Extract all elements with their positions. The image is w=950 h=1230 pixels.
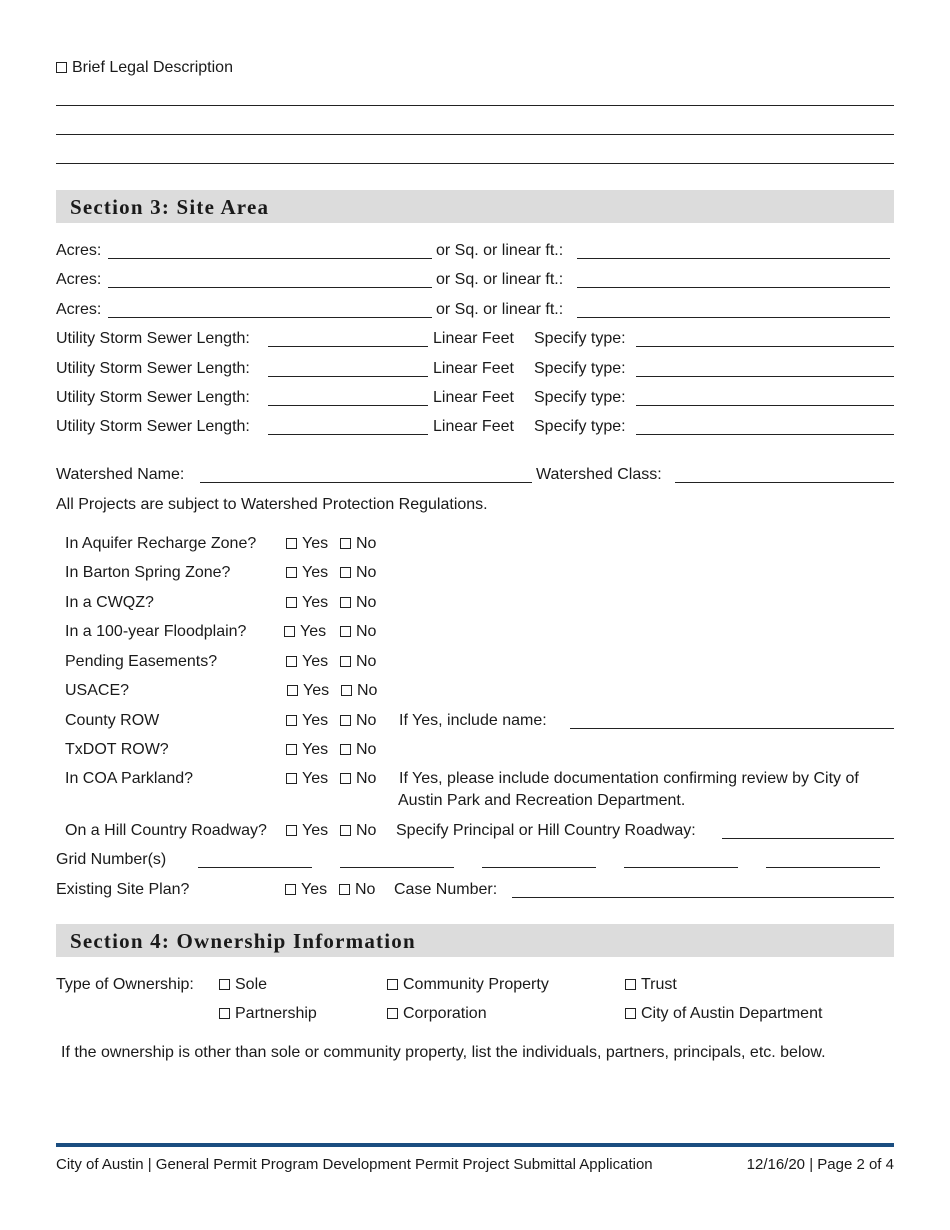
- grid-number-field[interactable]: [766, 851, 880, 868]
- yes-option[interactable]: Yes: [286, 653, 328, 671]
- question-barton: [56, 564, 894, 584]
- no-checkbox[interactable]: [340, 773, 351, 784]
- no-option[interactable]: No: [340, 535, 376, 553]
- yes-option[interactable]: Yes: [284, 623, 326, 641]
- grid-number-field[interactable]: [624, 851, 738, 868]
- county-row-name-field[interactable]: [570, 712, 894, 729]
- specify-type-field[interactable]: [636, 418, 894, 435]
- no-option[interactable]: No: [340, 741, 376, 759]
- storm-sewer-label: Utility Storm Sewer Length:: [56, 360, 250, 377]
- storm-sewer-label: Utility Storm Sewer Length:: [56, 389, 250, 406]
- storm-sewer-row: [56, 330, 894, 350]
- question-label: In Aquifer Recharge Zone?: [65, 535, 257, 552]
- yes-checkbox[interactable]: [286, 773, 297, 784]
- acres-label: Acres:: [56, 301, 102, 318]
- specify-type-label: Specify type:: [534, 330, 626, 347]
- ownership-sole[interactable]: Sole: [219, 976, 267, 994]
- yes-option[interactable]: Yes: [286, 564, 328, 582]
- ownership-row-1: [56, 976, 894, 996]
- no-checkbox[interactable]: [340, 656, 351, 667]
- sq-ft-field[interactable]: [577, 271, 890, 288]
- question-label: In Barton Spring Zone?: [65, 564, 231, 581]
- acres-field[interactable]: [108, 242, 432, 259]
- acres-field[interactable]: [108, 301, 432, 318]
- ownership-community-property[interactable]: Community Property: [387, 976, 549, 994]
- section-4-header: [56, 924, 894, 957]
- specify-type-field[interactable]: [636, 360, 894, 377]
- watershed-name-field[interactable]: [200, 466, 532, 483]
- watershed-name-label: Watershed Name:: [56, 466, 185, 483]
- regulations-note: All Projects are subject to Watershed Protection Regulations.: [56, 496, 488, 513]
- yes-option[interactable]: Yes: [286, 535, 328, 553]
- specify-type-field[interactable]: [636, 330, 894, 347]
- specify-type-label: Specify type:: [534, 360, 626, 377]
- question-parkland: [56, 770, 894, 814]
- ownership-partnership[interactable]: Partnership: [219, 1005, 317, 1023]
- no-option[interactable]: No: [340, 822, 376, 840]
- yes-option[interactable]: Yes: [286, 594, 328, 612]
- sq-ft-field[interactable]: [577, 242, 890, 259]
- case-number-field[interactable]: [512, 881, 894, 898]
- grid-number-field[interactable]: [482, 851, 596, 868]
- no-checkbox[interactable]: [340, 744, 351, 755]
- no-option[interactable]: No: [340, 564, 376, 582]
- ownership-note: If the ownership is other than sole or community property, list the individuals, partners, principals, etc. below.: [61, 1044, 826, 1061]
- question-label: Pending Easements?: [65, 653, 218, 670]
- no-checkbox[interactable]: [340, 597, 351, 608]
- no-checkbox[interactable]: [340, 567, 351, 578]
- question-txdot-row: [56, 741, 894, 761]
- storm-sewer-length-field[interactable]: [268, 418, 428, 435]
- grid-number-row: [56, 851, 894, 871]
- storm-sewer-row: [56, 360, 894, 380]
- storm-sewer-length-field[interactable]: [268, 330, 428, 347]
- hill-country-note: Specify Principal or Hill Country Roadway:: [396, 822, 696, 839]
- legal-line-2[interactable]: [56, 134, 894, 135]
- legal-line-3[interactable]: [56, 163, 894, 164]
- parkland-note-line-1: If Yes, please include documentation confirming review by City of: [399, 770, 859, 787]
- acres-field[interactable]: [108, 271, 432, 288]
- question-label: TxDOT ROW?: [65, 741, 169, 758]
- grid-number-label: Grid Number(s): [56, 851, 167, 868]
- yes-checkbox[interactable]: [285, 884, 296, 895]
- partnership-checkbox[interactable]: [219, 1008, 230, 1019]
- legal-line-1[interactable]: [56, 105, 894, 106]
- storm-sewer-length-field[interactable]: [268, 360, 428, 377]
- footer-divider: [56, 1143, 894, 1147]
- legal-description-label: Brief Legal Description: [72, 59, 233, 76]
- question-label: In COA Parkland?: [65, 770, 194, 787]
- question-label: County ROW: [65, 712, 160, 729]
- city-dept-checkbox[interactable]: [625, 1008, 636, 1019]
- specify-type-label: Specify type:: [534, 418, 626, 435]
- specify-type-field[interactable]: [636, 389, 894, 406]
- case-number-label: Case Number:: [394, 881, 498, 898]
- brief-legal-description: [56, 59, 233, 77]
- no-checkbox[interactable]: [340, 538, 351, 549]
- no-option[interactable]: No: [339, 881, 375, 899]
- yes-checkbox[interactable]: [287, 685, 298, 696]
- section-3-title: Section 3: Site Area: [70, 195, 270, 219]
- acres-row: [56, 242, 894, 262]
- question-aquifer: [56, 535, 894, 555]
- trust-checkbox[interactable]: [625, 979, 636, 990]
- linear-feet-label: Linear Feet: [433, 330, 514, 347]
- yes-checkbox[interactable]: [286, 656, 297, 667]
- ownership-trust[interactable]: Trust: [625, 976, 677, 994]
- no-checkbox[interactable]: [341, 685, 352, 696]
- corporation-checkbox[interactable]: [387, 1008, 398, 1019]
- storm-sewer-label: Utility Storm Sewer Length:: [56, 418, 250, 435]
- section-3-header: [56, 190, 894, 223]
- linear-feet-label: Linear Feet: [433, 389, 514, 406]
- county-row-note: If Yes, include name:: [399, 712, 547, 729]
- acres-row: [56, 301, 894, 321]
- ownership-corporation[interactable]: Corporation: [387, 1005, 487, 1023]
- yes-checkbox[interactable]: [286, 567, 297, 578]
- footer-page-info: 12/16/20 | Page 2 of 4: [746, 1156, 894, 1173]
- storm-sewer-length-field[interactable]: [268, 389, 428, 406]
- question-label: USACE?: [65, 682, 130, 699]
- no-option[interactable]: No: [340, 653, 376, 671]
- acres-row: [56, 271, 894, 291]
- type-of-ownership-label: Type of Ownership:: [56, 976, 194, 993]
- yes-checkbox[interactable]: [286, 825, 297, 836]
- question-usace: [56, 682, 894, 702]
- section-4-title: Section 4: Ownership Information: [70, 929, 416, 953]
- no-checkbox[interactable]: [339, 884, 350, 895]
- no-option[interactable]: No: [340, 623, 376, 641]
- question-label: On a Hill Country Roadway?: [65, 822, 267, 839]
- sole-checkbox[interactable]: [219, 979, 230, 990]
- no-option[interactable]: No: [340, 594, 376, 612]
- sq-ft-label: or Sq. or linear ft.:: [436, 271, 564, 288]
- linear-feet-label: Linear Feet: [433, 418, 514, 435]
- yes-checkbox[interactable]: [286, 597, 297, 608]
- grid-number-field[interactable]: [198, 851, 312, 868]
- storm-sewer-label: Utility Storm Sewer Length:: [56, 330, 250, 347]
- yes-checkbox[interactable]: [286, 538, 297, 549]
- footer-document-title: City of Austin | General Permit Program Development Permit Project Submittal Application: [56, 1156, 653, 1173]
- existing-site-plan-label: Existing Site Plan?: [56, 881, 190, 898]
- question-county-row: [56, 712, 894, 732]
- parkland-note-line-2: Austin Park and Recreation Department.: [398, 792, 686, 809]
- yes-option[interactable]: Yes: [286, 741, 328, 759]
- yes-option[interactable]: Yes: [287, 682, 329, 700]
- yes-option[interactable]: Yes: [286, 770, 328, 788]
- sq-ft-field[interactable]: [577, 301, 890, 318]
- acres-label: Acres:: [56, 271, 102, 288]
- storm-sewer-row: [56, 389, 894, 409]
- acres-label: Acres:: [56, 242, 102, 259]
- yes-option[interactable]: Yes: [285, 881, 327, 899]
- existing-site-plan-row: [56, 881, 894, 901]
- sq-ft-label: or Sq. or linear ft.:: [436, 301, 564, 318]
- linear-feet-label: Linear Feet: [433, 360, 514, 377]
- no-option[interactable]: No: [341, 682, 377, 700]
- storm-sewer-row: [56, 418, 894, 438]
- grid-number-field[interactable]: [340, 851, 454, 868]
- yes-checkbox[interactable]: [286, 744, 297, 755]
- question-floodplain: [56, 623, 894, 643]
- ownership-city-dept[interactable]: City of Austin Department: [625, 1005, 822, 1023]
- question-easements: [56, 653, 894, 673]
- sq-ft-label: or Sq. or linear ft.:: [436, 242, 564, 259]
- watershed-class-field[interactable]: [675, 466, 894, 483]
- question-hill-country: [56, 822, 894, 842]
- no-checkbox[interactable]: [340, 715, 351, 726]
- yes-option[interactable]: Yes: [286, 822, 328, 840]
- no-option[interactable]: No: [340, 712, 376, 730]
- legal-description-checkbox[interactable]: [56, 62, 67, 73]
- no-checkbox[interactable]: [340, 825, 351, 836]
- ownership-row-2: [56, 1005, 894, 1025]
- question-cwqz: [56, 594, 894, 614]
- yes-checkbox[interactable]: [284, 626, 295, 637]
- no-checkbox[interactable]: [340, 626, 351, 637]
- community-property-checkbox[interactable]: [387, 979, 398, 990]
- watershed-class-label: Watershed Class:: [536, 466, 662, 483]
- no-option[interactable]: No: [340, 770, 376, 788]
- watershed-row: [56, 466, 894, 486]
- yes-checkbox[interactable]: [286, 715, 297, 726]
- yes-option[interactable]: Yes: [286, 712, 328, 730]
- question-label: In a 100-year Floodplain?: [65, 623, 247, 640]
- question-label: In a CWQZ?: [65, 594, 154, 611]
- specify-type-label: Specify type:: [534, 389, 626, 406]
- hill-country-roadway-field[interactable]: [722, 822, 894, 839]
